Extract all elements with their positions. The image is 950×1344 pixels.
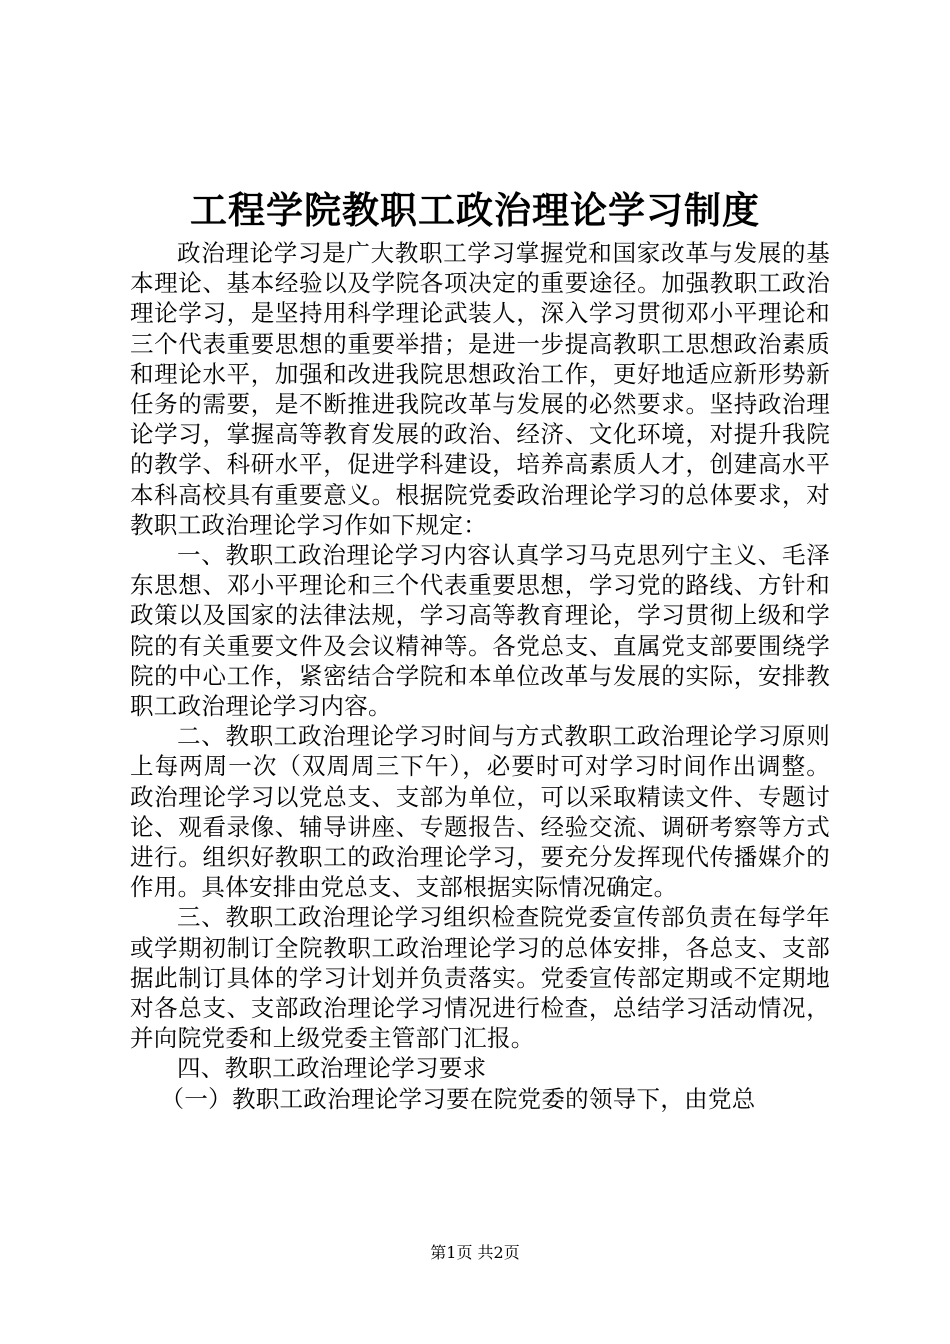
paragraph-section-4-heading: 四、教职工政治理论学习要求 xyxy=(177,1054,487,1083)
document-body xyxy=(130,238,830,1114)
page-footer xyxy=(0,1243,950,1263)
paragraph-section-2: 二、教职工政治理论学习时间与方式教职工政治理论学习原则上每两周一次（双周周三下午），必要时可对学习时间作出调整。政治理论学习以党总支、支部为单位，可以采取精读文件、专题讨论、观看录像、辅导讲座、专题报告、经验交流、调研考察等方式进行。组织好教职工的政治理论学习，要充分发挥现代传播媒介的作用。具体安排由党总支、支部根据实际情况确定。 xyxy=(130,722,830,902)
document-title: 工程学院教职工政治理论学习制度 xyxy=(190,188,760,232)
paragraph-intro: 政治理论学习是广大教职工学习掌握党和国家改革与发展的基本理论、基本经验以及学院各项决定的重要途径。加强教职工政治理论学习，是坚持用科学理论武装人，深入学习贯彻邓小平理论和三个代表重要思想的重要举措；是进一步提高教职工思想政治素质和理论水平，加强和改进我院思想政治工作，更好地适应新形势新任务的需要，是不断推进我院改革与发展的必然要求。坚持政治理论学习，掌握高等教育发展的政治、经济、文化环境，对提升我院的教学、科研水平，促进学科建设，培养高素质人才，创建高水平本科高校具有重要意义。根据院党委政治理论学习的总体要求，对教职工政治理论学习作如下规定： xyxy=(130,239,830,539)
page-number-current: 第1页 xyxy=(430,1243,473,1262)
page-number-total: 共2页 xyxy=(477,1243,520,1262)
paragraph-section-4-item-1: （一）教职工政治理论学习要在院党委的领导下，由党总 xyxy=(160,1084,756,1113)
paragraph-section-1: 一、教职工政治理论学习内容认真学习马克思列宁主义、毛泽东思想、邓小平理论和三个代表重要思想，学习党的路线、方针和政策以及国家的法律法规，学习高等教育理论，学习贯彻上级和学院的有关重要文件及会议精神等。各党总支、直属党支部要围绕学院的中心工作，紧密结合学院和本单位改革与发展的实际，安排教职工政治理论学习内容。 xyxy=(130,541,830,721)
paragraph-section-3: 三、教职工政治理论学习组织检查院党委宣传部负责在每学年或学期初制订全院教职工政治理论学习的总体安排，各总支、支部据此制订具体的学习计划并负责落实。党委宣传部定期或不定期地对各总支、支部政治理论学习情况进行检查，总结学习活动情况，并向院党委和上级党委主管部门汇报。 xyxy=(130,903,830,1053)
